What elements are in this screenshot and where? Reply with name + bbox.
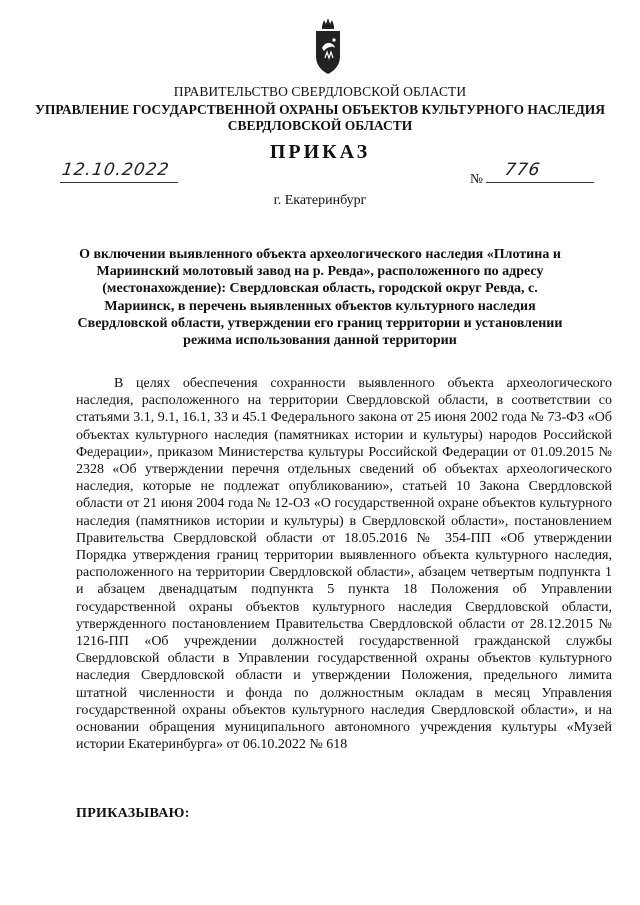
- order-number: 776: [503, 160, 542, 180]
- number-underline: [486, 182, 594, 183]
- order-subject: О включении выявленного объекта археологического наследия «Плотина и Мариинский молотовый завод на р. Ревда», расположенного по адресу (местонахождение): Свердловская область, городской округ Ревда, с. Мариинск, в перечень выявленных объектов культурного наследия Свердловской области, утверждении его границ территории и установлении режима использования данной территории: [77, 247, 563, 349]
- department-name-line2: СВЕРДЛОВСКОЙ ОБЛАСТИ: [227, 118, 413, 133]
- department-name-line1: УПРАВЛЕНИЕ ГОСУДАРСТВЕННОЙ ОХРАНЫ ОБЪЕКТОВ КУЛЬТУРНОГО НАСЛЕДИЯ: [34, 102, 606, 117]
- number-label: №: [470, 171, 483, 186]
- department-name: [0, 102, 640, 134]
- government-name: ПРАВИТЕЛЬСТВО СВЕРДЛОВСКОЙ ОБЛАСТИ: [173, 84, 467, 99]
- document-title: ПРИКАЗ: [269, 141, 371, 163]
- decree-heading: ПРИКАЗЫВАЮ:: [76, 806, 190, 821]
- date-underline: [60, 182, 178, 183]
- order-date: 12.10.2022: [60, 160, 171, 180]
- coat-of-arms-icon: [313, 18, 343, 76]
- city: г. Екатеринбург: [273, 193, 367, 208]
- preamble-paragraph: В целях обеспечения сохранности выявленного объекта археологического наследия, расположенного на территории Свердловской области, в соответствии со статьями 3.1, 9.1, 16.1, 33 и 45.1 Федерального закона от 25 июня 2002 года № 73-ФЗ «Об объектах культурного наследия (памятниках истории и культуры) народов Российской Федерации», приказом Министерства культуры Российской Федерации от 01.09.2015 № 2328 «Об утверждении перечня отдельных сведений об объектах археологического наследия, которые не подлежат опубликованию», статьей 10 Закона Свердловской области от 21 июня 2004 года № 12-ОЗ «О государственной охране объектов культурного наследия (памятников истории и культуры) в Свердловской области», постановлением Правительства Свердловской области от 18.05.2016 № 354-ПП «Об утверждении Порядка утверждения границ территории выявленного объекта культурного наследия, расположенного на территории Свердловской области», абзацем четвертым подпункта 1 и абзацем двенадцатым подпункта 5 пункта 18 Положения об Управлении государственной охраны объектов культурного наследия Свердловской области, утвержденного постановлением Правительства Свердловской области от 28.12.2015 № 1216-ПП «Об учреждении должностей государственной гражданской службы Свердловской области в Управлении государственной охраны объектов культурного наследия Свердловской области и утверждении Положения, предельного лимита штатной численности и фонда по должностным окладам в месяц Управления государственной охраны объектов культурного наследия Свердловской области», и на основании обращения муниципального автономного учреждения культуры «Музей истории Екатеринбурга» от 06.10.2022 № 618: [76, 376, 612, 753]
